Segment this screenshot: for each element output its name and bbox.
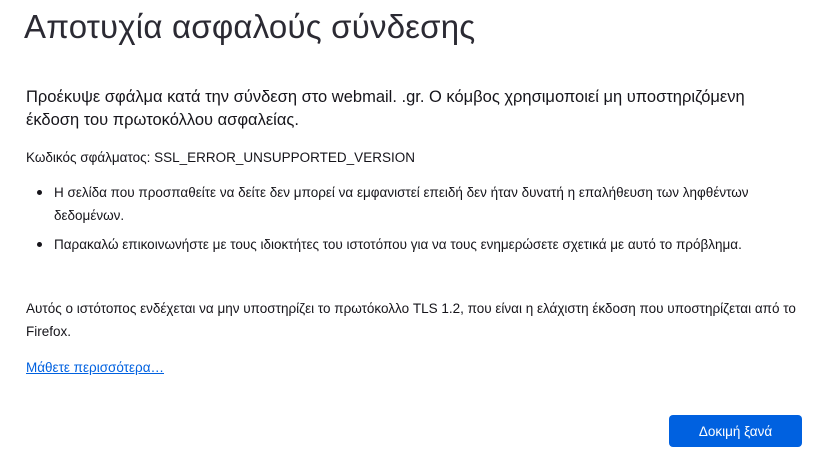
learn-more-link[interactable]: Μάθετε περισσότερα… <box>26 360 165 375</box>
page-title: Αποτυχία ασφαλούς σύνδεσης <box>24 8 476 45</box>
bullet-dot-icon <box>37 190 42 195</box>
error-code-text: Κωδικός σφάλματος: SSL_ERROR_UNSUPPORTED_VERSION <box>26 150 415 165</box>
list-item-text: Παρακαλώ επικοινωνήστε με τους ιδιοκτήτες του ιστοτόπου για να τους ενημερώσετε σχετικά με αυτό το πρόβλημα. <box>54 237 742 252</box>
try-again-button[interactable]: Δοκιμή ξανά <box>669 415 802 447</box>
error-intro-text: Προέκυψε σφάλμα κατά την σύνδεση στο webmail. .gr. Ο κόμβος χρησιμοποιεί μη υποστηριζόμενη έκδοση του πρωτοκόλλου ασφαλείας. <box>26 88 745 129</box>
list-item-text: Η σελίδα που προσπαθείτε να δείτε δεν μπορεί να εμφανιστεί επειδή δεν ήταν δυνατή η επαλήθευση των ληφθέντων δεδομένων. <box>54 185 749 223</box>
bullet-dot-icon <box>37 242 42 247</box>
list-item <box>26 233 796 256</box>
error-reasons-list <box>26 181 796 262</box>
tls-note-text: Αυτός ο ιστότοπος ενδέχεται να μην υποστηρίζει το πρωτόκολλο TLS 1.2, που είναι η ελάχιστη έκδοση που υποστηρίζεται από το Firefox. <box>26 301 796 339</box>
list-item <box>26 181 796 227</box>
